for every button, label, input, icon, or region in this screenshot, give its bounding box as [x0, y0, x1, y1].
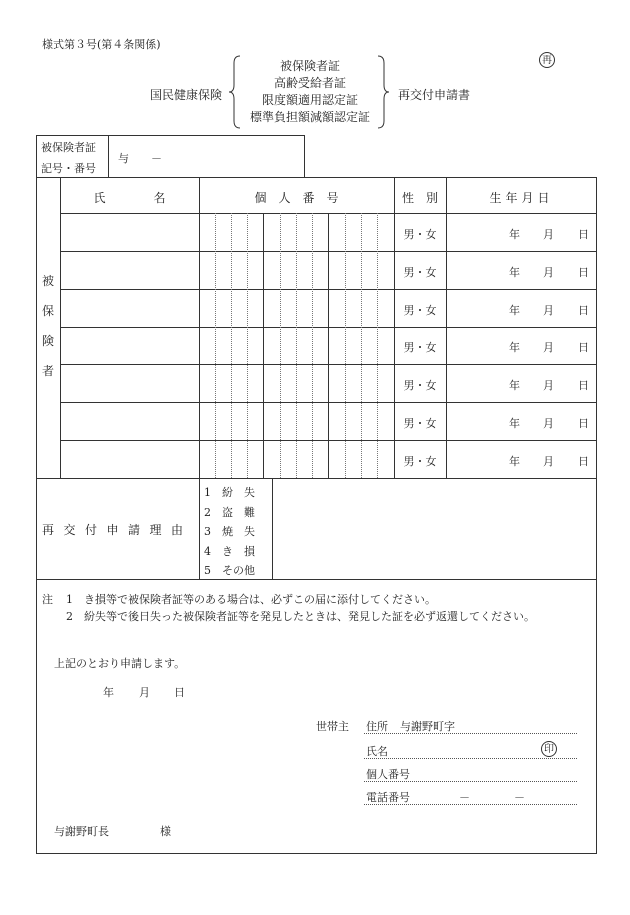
dob-year: 年 [509, 379, 520, 392]
sex-select[interactable]: 男・女 [403, 379, 437, 392]
sex-select[interactable]: 男・女 [403, 341, 437, 354]
dob-month: 月 [543, 304, 554, 317]
reason-option[interactable]: 4 き 損 [204, 544, 255, 558]
form-number: 様式第３号(第４条関係) [42, 38, 161, 51]
dob-month: 月 [543, 341, 554, 354]
right-brace-icon [374, 55, 390, 129]
mynumber-label: 個人番号 [366, 768, 410, 781]
left-brace-icon [228, 55, 244, 129]
reason-option[interactable]: 3 焼 失 [204, 525, 255, 538]
date-month: 月 [139, 686, 150, 699]
dob-year: 年 [509, 266, 520, 279]
reissue-stamp: 再 [539, 52, 555, 68]
sex-select[interactable]: 男・女 [403, 266, 437, 279]
dob-month: 月 [543, 228, 554, 241]
header-individual-number: 個 人 番 号 [254, 191, 339, 205]
header-sex: 性 別 [401, 191, 438, 205]
sex-select[interactable]: 男・女 [403, 417, 437, 430]
title-option: 被保険者証 [279, 59, 340, 73]
id-label-line1: 被保険者証 [41, 141, 96, 154]
dob-month: 月 [543, 266, 554, 279]
phone-label: 電話番号 [366, 791, 410, 804]
dob-day: 日 [578, 228, 589, 241]
householder-label: 世帯主 [316, 720, 349, 733]
date-day: 日 [174, 686, 185, 699]
dob-year: 年 [509, 417, 520, 430]
dob-month: 月 [543, 455, 554, 468]
dob-day: 日 [578, 341, 589, 354]
dob-day: 日 [578, 455, 589, 468]
reason-options [204, 483, 255, 581]
dob-day: 日 [578, 266, 589, 279]
dob-month: 月 [543, 379, 554, 392]
name-label: 氏名 [366, 745, 388, 758]
dob-day: 日 [578, 417, 589, 430]
title-option: 高齢受給者証 [273, 76, 346, 90]
title-prefix: 国民健康保険 [150, 88, 223, 102]
dob-year: 年 [509, 228, 520, 241]
address-label: 住所 [366, 720, 388, 733]
addressee-name: 与謝野町長 [54, 825, 109, 838]
name-seal: 印 [541, 741, 557, 757]
title-options [245, 58, 375, 126]
note-item: 2 紛失等で後日失った被保険者証等を発見したときは、発見した証を必ず返還してください。 [66, 610, 535, 623]
phone-field[interactable]: － － [459, 791, 525, 804]
dob-year: 年 [509, 455, 520, 468]
address-field[interactable]: 与謝野町字 [400, 720, 455, 733]
reason-option[interactable]: 1 紛 失 [204, 486, 255, 499]
dob-year: 年 [509, 304, 520, 317]
sex-select[interactable]: 男・女 [403, 455, 437, 468]
notes-prefix: 注 [42, 593, 53, 606]
title-suffix: 再交付申請書 [398, 88, 471, 102]
header-dob: 生年月日 [489, 191, 554, 205]
reason-option[interactable]: 2 盗 難 [204, 505, 255, 519]
title-option: 標準負担額減額認定証 [249, 110, 370, 124]
reason-option[interactable]: 5 その他 [204, 564, 255, 577]
dob-day: 日 [578, 379, 589, 392]
date-year: 年 [103, 686, 114, 699]
header-name: 氏 名 [93, 191, 166, 205]
declaration-text: 上記のとおり申請します。 [54, 657, 186, 670]
dob-day: 日 [578, 304, 589, 317]
note-item: 1 き損等で被保険者証等のある場合は、必ずこの届に添付してください。 [66, 593, 436, 606]
dob-month: 月 [543, 417, 554, 430]
sex-select[interactable]: 男・女 [403, 304, 437, 317]
sex-select[interactable]: 男・女 [403, 228, 437, 241]
insured-side-label: 被保険者 [41, 274, 54, 378]
id-number-field[interactable]: 与 － [118, 152, 162, 165]
title-option: 限度額適用認定証 [261, 93, 358, 107]
reason-label: 再交付申請理由 [42, 523, 193, 537]
id-label-line2: 記号・番号 [41, 162, 96, 175]
addressee-honorific: 様 [160, 825, 171, 838]
dob-year: 年 [509, 341, 520, 354]
